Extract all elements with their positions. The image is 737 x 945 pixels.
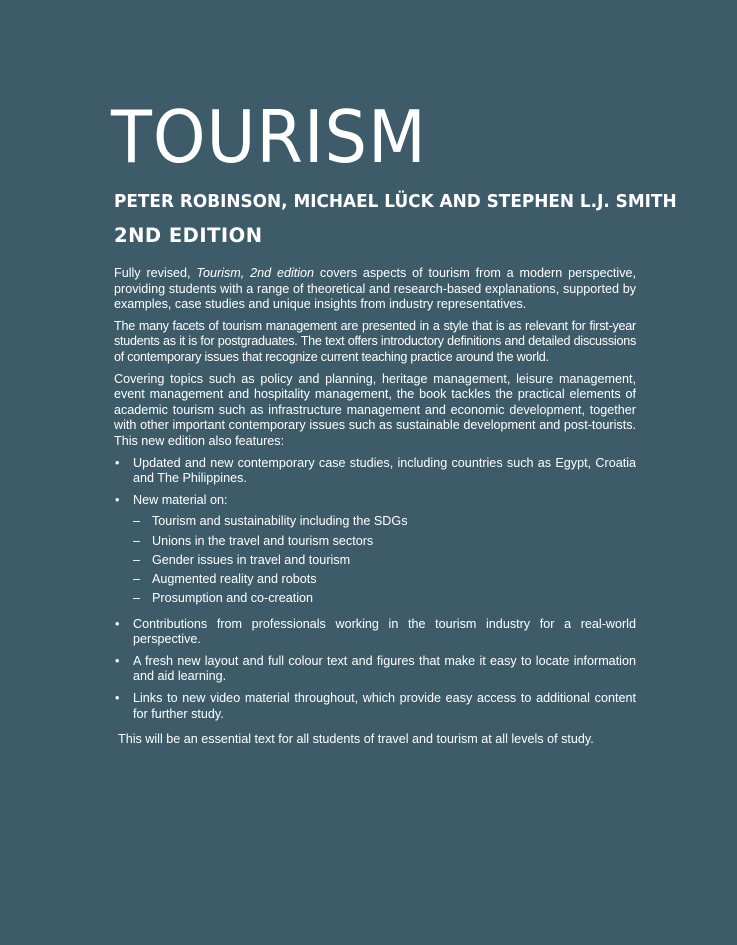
dash-icon: – <box>133 552 141 567</box>
closing-statement: This will be an essential text for all students of travel and tourism at all levels of study. <box>118 732 594 747</box>
feature-item <box>114 691 636 722</box>
sub-item-text: Prosumption and co-creation <box>152 591 314 606</box>
bullet-icon: • <box>115 616 120 631</box>
feature-item <box>114 617 636 648</box>
blurb-paragraph-1 <box>114 266 636 313</box>
feature-text: Links to new video material throughout, which provide easy access to additional content for further study. <box>133 691 636 721</box>
book-edition: 2ND EDITION <box>114 224 263 247</box>
book-authors: PETER ROBINSON, MICHAEL LÜCK AND STEPHEN L.J. SMITH <box>114 192 677 212</box>
bullet-icon: • <box>115 492 120 507</box>
back-cover <box>111 95 677 748</box>
dash-icon: – <box>133 514 141 529</box>
sub-item <box>133 591 636 607</box>
sub-item-text: Tourism and sustainability including the SDGs <box>152 514 408 529</box>
dash-icon: – <box>133 591 141 606</box>
feature-text: Updated and new contemporary case studies, including countries such as Egypt, Croatia and The Philippines. <box>133 455 636 486</box>
blurb-p1-rest: covers aspects of tourism from a modern perspective, providing students with a range of theoretical and research-based explanations, supported by examples, case studies and unique insights from industry representatives. <box>114 266 637 312</box>
blurb-p1-lead: Fully revised, <box>114 266 197 280</box>
feature-item <box>114 493 636 607</box>
feature-item <box>114 456 636 487</box>
dash-icon: – <box>133 533 141 548</box>
book-title: TOURISM <box>111 95 427 179</box>
sub-item <box>133 572 636 588</box>
blurb-paragraph-3: Covering topics such as policy and planning, heritage management, leisure management, event management and hospitality management, the book tackles the practical elements of academic tourism such as infrastructure management and economic development, together with other important contemporary issues such as sustainable development and post-tourists. This new edition also features: <box>114 371 636 448</box>
sub-item <box>133 553 636 569</box>
blurb-paragraph-2: The many facets of tourism management are presented in a style that is as relevant for first-year students as it is for postgraduates. The text offers introductory definitions and detailed discussions of contemporary issues that recognize current teaching practice around the world. <box>114 318 636 364</box>
bullet-icon: • <box>115 455 120 470</box>
feature-text: New material on: <box>133 492 228 507</box>
sub-item <box>133 514 636 530</box>
feature-list <box>114 456 636 723</box>
bullet-icon: • <box>115 691 120 706</box>
sub-item-text: Gender issues in travel and tourism <box>152 552 351 567</box>
dash-icon: – <box>133 571 141 586</box>
feature-text: Contributions from professionals working in the tourism industry for a real-world perspective. <box>133 616 636 647</box>
feature-item <box>114 654 636 685</box>
feature-text: A fresh new layout and full colour text and figures that make it easy to locate information and aid learning. <box>133 653 636 684</box>
sub-item-text: Augmented reality and robots <box>152 571 317 586</box>
new-material-list <box>133 514 636 606</box>
sub-item <box>133 534 636 550</box>
blurb-p1-title: Tourism, 2nd edition <box>196 266 315 280</box>
blurb <box>114 266 636 748</box>
bullet-icon: • <box>115 653 120 668</box>
sub-item-text: Unions in the travel and tourism sectors <box>152 533 374 548</box>
